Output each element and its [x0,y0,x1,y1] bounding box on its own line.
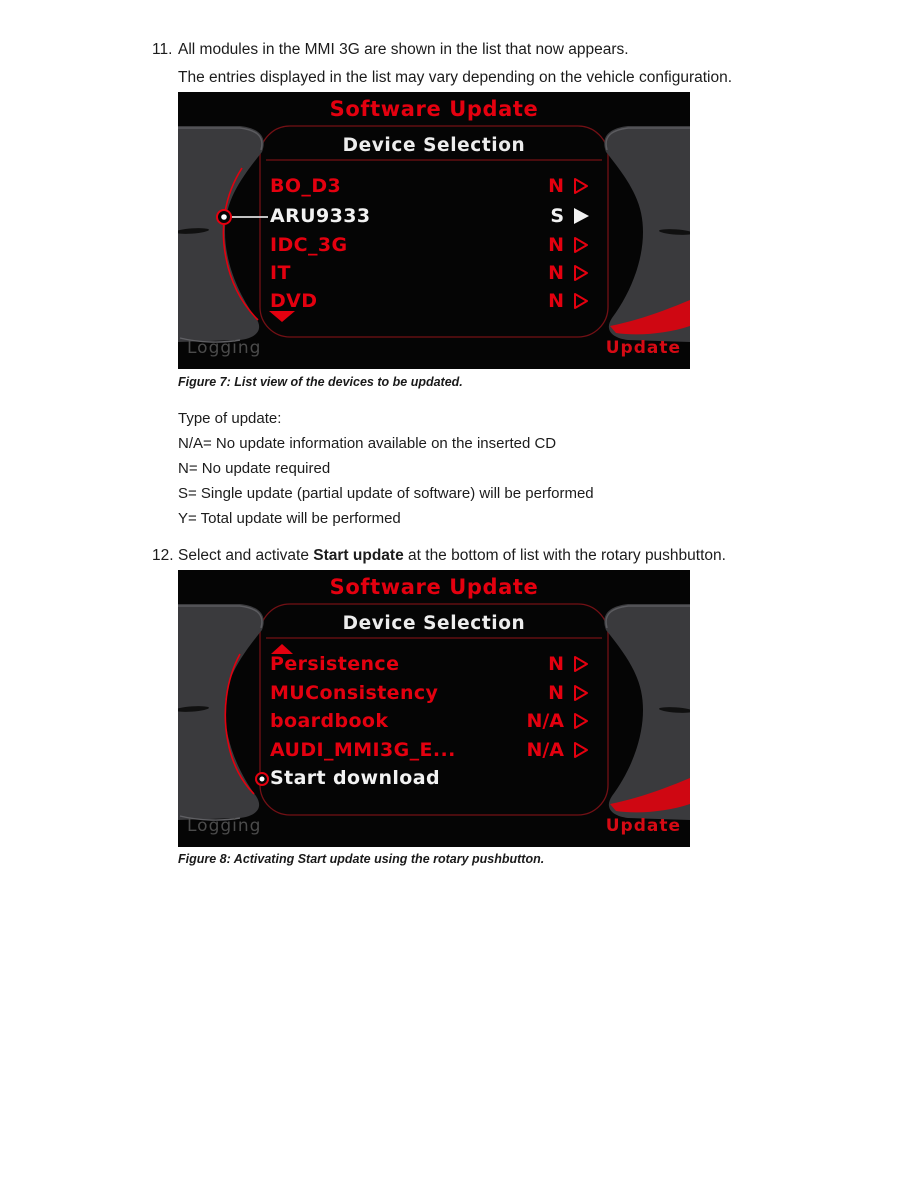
device-row-dvd[interactable] [178,289,690,313]
mmi1-device-selection-header: Device Selection [342,135,526,156]
device-row-audi-mmi3g-e[interactable] [178,738,690,762]
update-status: N/A [526,710,564,732]
mmi2-device-selection-header: Device Selection [342,613,526,634]
device-row-idc-3g[interactable] [178,233,690,257]
step-11 [152,36,732,92]
device-row-persistence[interactable] [178,652,690,676]
update-status: N [548,234,564,256]
chevron-right-outline-icon [572,264,590,282]
step-12 [152,542,726,570]
legend-item-na: N/A= No update information available on the inserted CD [178,435,557,452]
chevron-right-outline-icon [572,292,590,310]
legend-item-s: S= Single update (partial update of software) will be performed [178,485,594,502]
mmi-screenshot-figure7 [178,92,690,369]
chevron-right-filled-icon [572,207,590,225]
device-label: IDC_3G [270,234,348,256]
step-11-number: 11. [152,41,173,58]
step-11-line2: The entries displayed in the list may vary depending on the vehicle configuration. [178,69,733,86]
step-12-suffix: at the bottom of list with the rotary pushbutton. [403,547,726,564]
device-label: MUConsistency [270,682,439,704]
device-label: Start download [270,767,440,789]
chevron-right-outline-icon [572,655,590,673]
device-label: Persistence [270,653,400,675]
mmi-screenshot-figure8 [178,570,690,847]
mmi2-title: Software Update [329,575,539,599]
update-status: N [548,682,564,704]
legend-item-y: Y= Total update will be performed [178,510,401,527]
update-status: N [548,175,564,197]
scroll-down-icon[interactable] [269,311,295,322]
device-label: BO_D3 [270,175,342,197]
update-button[interactable]: Update [605,338,681,358]
chevron-right-outline-icon [572,741,590,759]
device-row-muconsistency[interactable] [178,681,690,705]
update-status: N [548,653,564,675]
logging-button[interactable]: Logging [187,816,262,836]
device-row-it[interactable] [178,261,690,285]
figure8-caption: Figure 8: Activating Start update using the rotary pushbutton. [178,852,545,866]
step-12-bold: Start update [313,547,404,564]
step-12-number: 12. [152,547,174,564]
chevron-right-outline-icon [572,236,590,254]
chevron-right-outline-icon [572,712,590,730]
figure7-caption: Figure 7: List view of the devices to be updated. [178,375,463,389]
legend-item-n: N= No update required [178,460,331,477]
update-status: N [548,262,564,284]
chevron-right-outline-icon [572,684,590,702]
device-label: boardbook [270,710,389,732]
device-label: DVD [270,290,318,312]
chevron-right-outline-icon [572,177,590,195]
device-label: IT [270,262,291,284]
update-status: S [550,205,564,227]
update-status: N [548,290,564,312]
step-11-line1 [152,36,732,64]
mmi-bezel-graphics [178,92,690,369]
update-button[interactable]: Update [605,816,681,836]
legend-heading: Type of update: [178,410,282,427]
step-11-text: All modules in the MMI 3G are shown in the list that now appears. [178,41,629,58]
update-type-legend [178,406,594,531]
step-12-line1 [152,542,726,570]
update-status: N/A [526,739,564,761]
device-label: ARU9333 [270,205,371,227]
device-row-aru9333-selected[interactable] [178,204,690,228]
logging-button[interactable]: Logging [187,338,262,358]
mmi1-title: Software Update [329,97,539,121]
device-row-bo-d3[interactable] [178,174,690,198]
device-row-boardbook[interactable] [178,709,690,733]
device-label: AUDI_MMI3G_E... [270,739,456,761]
step-12-prefix: Select and activate [178,547,314,564]
device-row-start-download-selected[interactable] [178,766,690,790]
